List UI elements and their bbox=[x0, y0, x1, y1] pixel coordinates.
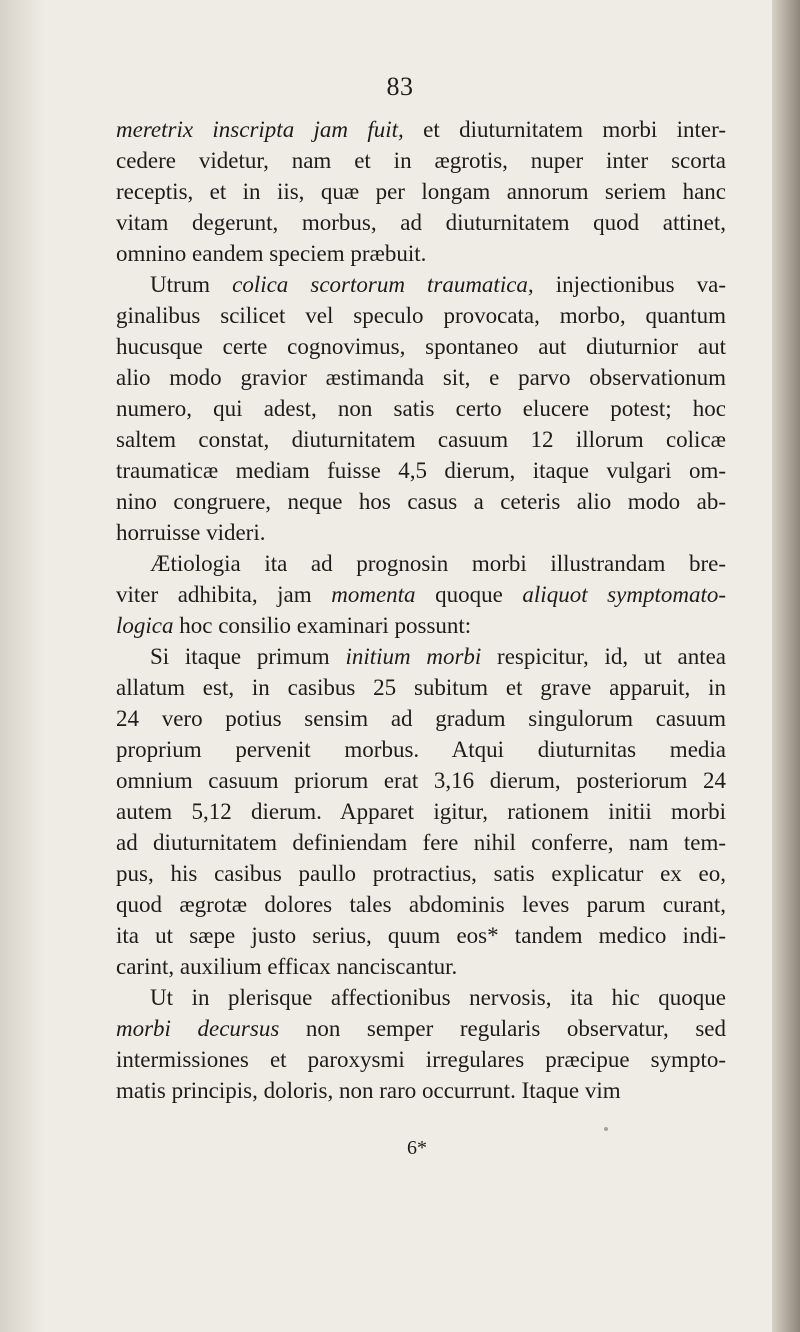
text-line bbox=[116, 238, 726, 269]
text-line bbox=[116, 269, 726, 300]
signature-mark: 6* bbox=[407, 1137, 427, 1159]
text-run: nino congruere, neque hos casus a ceteris alio modo ab- bbox=[116, 489, 726, 514]
text-run: proprium pervenit morbus. Atqui diuturnitas media bbox=[116, 737, 726, 762]
italic-text: aliquot symptomato- bbox=[522, 582, 726, 607]
text-line bbox=[116, 765, 726, 796]
text-line bbox=[116, 207, 726, 238]
body-text bbox=[116, 114, 726, 1106]
text-line bbox=[116, 176, 726, 207]
text-run: autem 5,12 dierum. Apparet igitur, rationem initii morbi bbox=[116, 799, 726, 824]
italic-text: meretrix inscripta jam fuit, bbox=[116, 117, 404, 142]
page-right-edge-shadow bbox=[772, 0, 800, 1332]
paragraph bbox=[116, 982, 726, 1106]
text-run: 24 vero potius sensim ad gradum singulorum casuum bbox=[116, 706, 726, 731]
text-line bbox=[116, 827, 726, 858]
text-run: Si itaque primum bbox=[150, 644, 346, 669]
text-run: omnino eandem speciem præbuit. bbox=[116, 241, 427, 266]
text-line bbox=[116, 145, 726, 176]
text-line bbox=[116, 486, 726, 517]
text-run: ad diuturnitatem definiendam fere nihil conferre, nam tem- bbox=[116, 830, 726, 855]
text-line bbox=[116, 889, 726, 920]
text-run: respicitur, id, ut antea bbox=[481, 644, 727, 669]
text-line bbox=[116, 796, 726, 827]
text-line bbox=[116, 703, 726, 734]
text-line bbox=[116, 951, 726, 982]
text-run: hoc consilio examinari possunt: bbox=[173, 613, 472, 638]
text-line bbox=[116, 641, 726, 672]
text-run: saltem constat, diuturnitatem casuum 12 illorum colicæ bbox=[116, 427, 726, 452]
print-speck bbox=[604, 1127, 608, 1131]
text-run: cedere videtur, nam et in ægrotis, nuper inter scorta bbox=[116, 148, 726, 173]
paragraph bbox=[116, 269, 726, 548]
text-run: numero, qui adest, non satis certo elucere potest; hoc bbox=[116, 396, 726, 421]
italic-text: initium morbi bbox=[345, 644, 482, 669]
text-run: traumaticæ mediam fuisse 4,5 dierum, itaque vulgari om- bbox=[116, 458, 726, 483]
text-line bbox=[116, 672, 726, 703]
text-run: horruisse videri. bbox=[116, 520, 266, 545]
paragraph bbox=[116, 548, 726, 641]
paragraph bbox=[116, 114, 726, 269]
text-line bbox=[116, 455, 726, 486]
text-line bbox=[116, 610, 726, 641]
italic-text: colica scortorum traumatica, bbox=[232, 272, 534, 297]
text-run: carint, auxilium efficax nanciscantur. bbox=[116, 954, 458, 979]
text-run: Utrum bbox=[150, 272, 233, 297]
text-line bbox=[116, 424, 726, 455]
text-line bbox=[116, 331, 726, 362]
text-run: intermissiones et paroxysmi irregulares præcipue sympto- bbox=[116, 1047, 726, 1072]
text-line bbox=[116, 1075, 726, 1106]
text-line bbox=[116, 393, 726, 424]
text-run: allatum est, in casibus 25 subitum et grave apparuit, in bbox=[116, 675, 726, 700]
text-run: injectionibus va- bbox=[533, 272, 726, 297]
text-line bbox=[116, 517, 726, 548]
text-run: pus, his casibus paullo protractius, satis explicatur ex eo, bbox=[116, 861, 726, 886]
text-line bbox=[116, 1044, 726, 1075]
text-line bbox=[116, 920, 726, 951]
text-line bbox=[116, 858, 726, 889]
page-number: 83 bbox=[386, 72, 414, 101]
text-run: ita ut sæpe justo serius, quum eos* tandem medico indi- bbox=[116, 923, 726, 948]
italic-text: logica bbox=[116, 613, 174, 638]
text-line bbox=[116, 982, 726, 1013]
text-run: Ut in plerisque affectionibus nervosis, ita hic quoque bbox=[150, 985, 726, 1010]
paragraph bbox=[116, 641, 726, 982]
text-line bbox=[116, 114, 726, 145]
text-line bbox=[116, 579, 726, 610]
text-run: quod ægrotæ dolores tales abdominis leves parum curant, bbox=[116, 892, 726, 917]
text-run: et diuturnitatem morbi inter- bbox=[403, 117, 726, 142]
text-line bbox=[116, 300, 726, 331]
text-run: Ætiologia ita ad prognosin morbi illustrandam bre- bbox=[150, 551, 726, 576]
italic-text: morbi decursus bbox=[116, 1016, 280, 1041]
italic-text: momenta bbox=[331, 582, 416, 607]
text-run: matis principis, doloris, non raro occurrunt. Itaque vim bbox=[116, 1078, 621, 1103]
text-run: vitam degerunt, morbus, ad diuturnitatem quod attinet, bbox=[116, 210, 726, 235]
text-run: omnium casuum priorum erat 3,16 dierum, posteriorum 24 bbox=[116, 768, 726, 793]
page-left-gutter bbox=[0, 0, 46, 1332]
text-run: alio modo gravior æstimanda sit, e parvo observationum bbox=[116, 365, 726, 390]
text-line bbox=[116, 1013, 726, 1044]
text-line bbox=[116, 362, 726, 393]
text-run: hucusque certe cognovimus, spontaneo aut diuturnior aut bbox=[116, 334, 726, 359]
text-line bbox=[116, 548, 726, 579]
text-run: receptis, et in iis, quæ per longam annorum seriem hanc bbox=[116, 179, 726, 204]
text-line bbox=[116, 734, 726, 765]
text-run: non semper regularis observatur, sed bbox=[279, 1016, 726, 1041]
text-run: quoque bbox=[415, 582, 523, 607]
text-run: viter adhibita, jam bbox=[116, 582, 332, 607]
text-run: ginalibus scilicet vel speculo provocata, morbo, quantum bbox=[116, 303, 726, 328]
